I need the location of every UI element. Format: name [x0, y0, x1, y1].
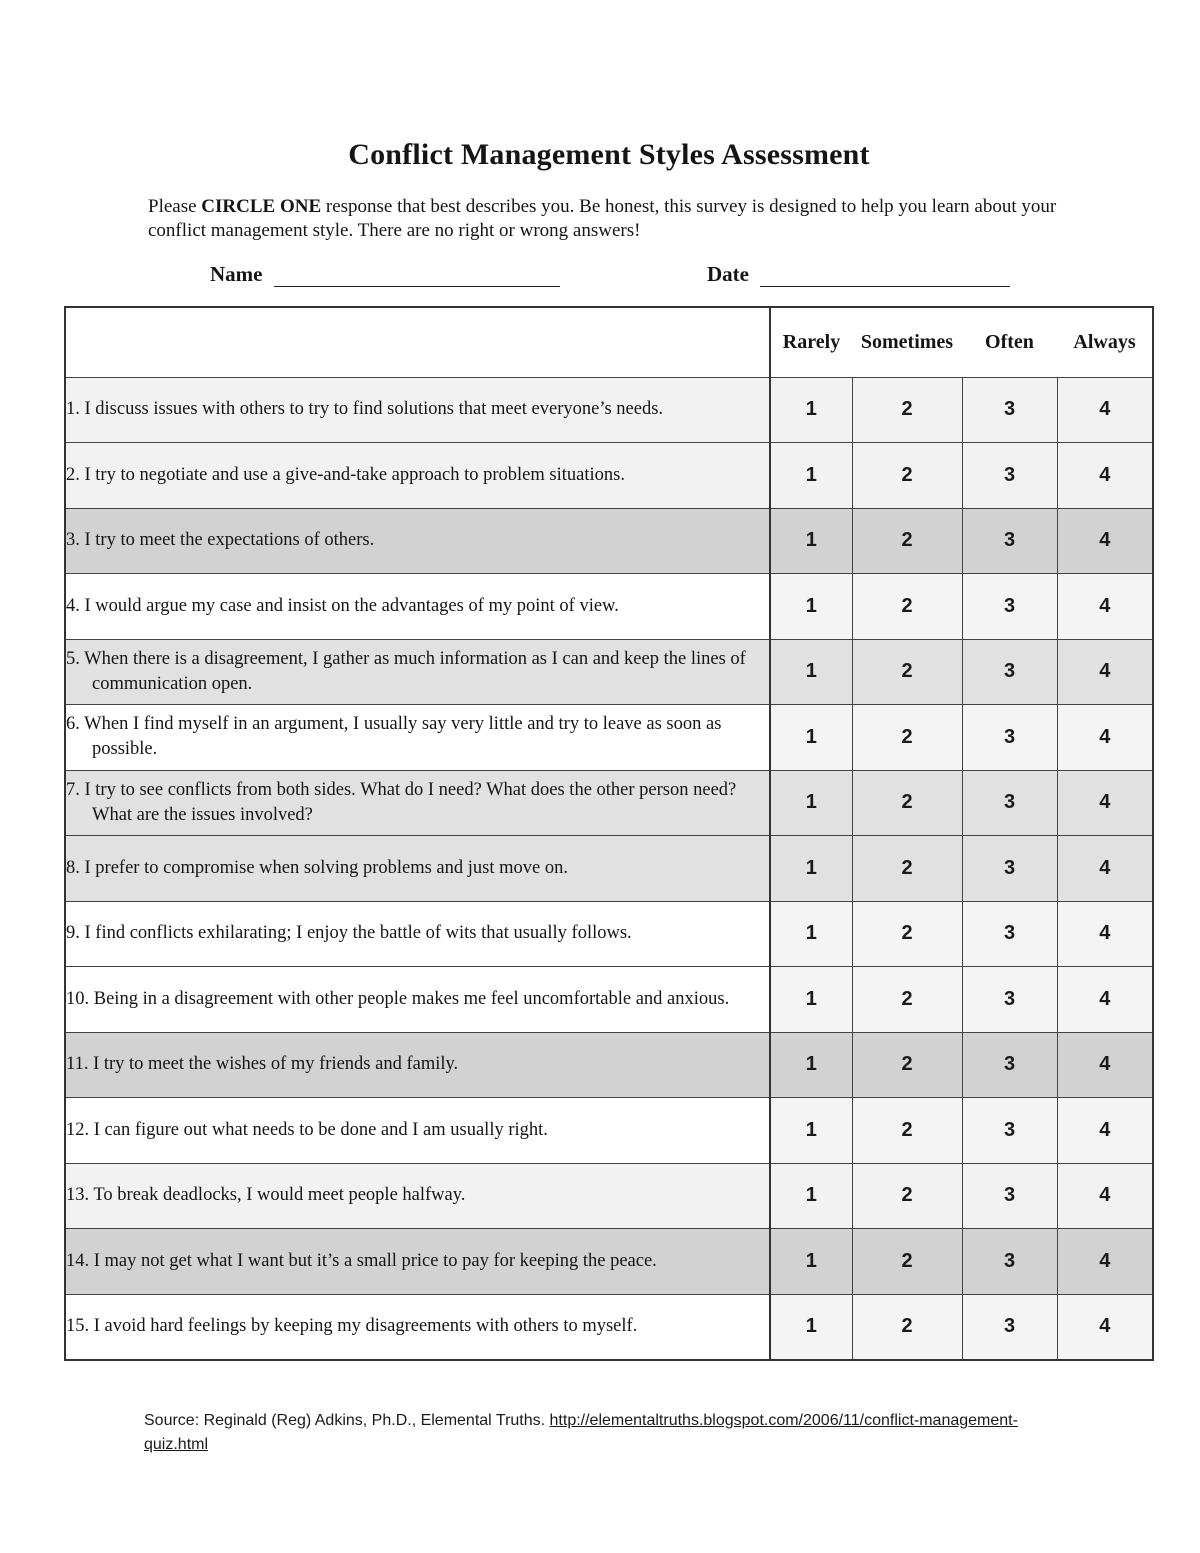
question-text: 1. I discuss issues with others to try to find solutions that meet everyone’s needs.: [66, 399, 664, 420]
response-option-rarely[interactable]: 1: [770, 377, 852, 443]
response-option-sometimes[interactable]: 2: [852, 705, 962, 771]
question-text-cell: [65, 1032, 770, 1098]
response-option-rarely[interactable]: 1: [770, 705, 852, 771]
response-option-sometimes[interactable]: 2: [852, 1032, 962, 1098]
response-option-always[interactable]: 4: [1057, 574, 1153, 640]
source-link[interactable]: http://elementaltruths.blogspot.com/2006/11/conflict-management-quiz.html: [144, 1412, 1018, 1453]
response-option-sometimes[interactable]: 2: [852, 1294, 962, 1360]
response-option-sometimes[interactable]: 2: [852, 443, 962, 509]
response-option-always[interactable]: 4: [1057, 639, 1153, 705]
response-option-often[interactable]: 3: [962, 377, 1057, 443]
question-text-cell: [65, 508, 770, 574]
survey-table: [64, 306, 1154, 1361]
response-option-sometimes[interactable]: 2: [852, 574, 962, 640]
table-row: [65, 836, 1153, 902]
table-row: [65, 574, 1153, 640]
question-text-cell: [65, 1294, 770, 1360]
response-option-sometimes[interactable]: 2: [852, 1098, 962, 1164]
question-text-cell: [65, 1229, 770, 1295]
question-text: 2. I try to negotiate and use a give-and-take approach to problem situations.: [66, 464, 625, 485]
table-row: [65, 508, 1153, 574]
question-text-cell: [65, 967, 770, 1033]
name-label: Name: [210, 262, 263, 286]
question-text-cell: [65, 770, 770, 836]
table-row: [65, 705, 1153, 771]
name-blank-line[interactable]: [274, 286, 560, 287]
question-text-cell: [65, 377, 770, 443]
response-option-always[interactable]: 4: [1057, 967, 1153, 1033]
date-label: Date: [707, 262, 749, 286]
question-text: 14. I may not get what I want but it’s a small price to pay for keeping the peace.: [66, 1250, 657, 1271]
response-option-rarely[interactable]: 1: [770, 1032, 852, 1098]
table-row: [65, 770, 1153, 836]
question-text: 13. To break deadlocks, I would meet people halfway.: [66, 1185, 466, 1206]
response-option-always[interactable]: 4: [1057, 836, 1153, 902]
question-text-cell: [65, 639, 770, 705]
response-option-often[interactable]: 3: [962, 574, 1057, 640]
table-row: [65, 1163, 1153, 1229]
response-option-always[interactable]: 4: [1057, 1032, 1153, 1098]
response-option-sometimes[interactable]: 2: [852, 1229, 962, 1295]
response-option-always[interactable]: 4: [1057, 1163, 1153, 1229]
response-option-always[interactable]: 4: [1057, 377, 1153, 443]
response-option-always[interactable]: 4: [1057, 443, 1153, 509]
question-text: 5. When there is a disagreement, I gather as much information as I can and keep the lines of communication open.: [66, 648, 746, 694]
response-option-always[interactable]: 4: [1057, 508, 1153, 574]
question-text: 8. I prefer to compromise when solving problems and just move on.: [66, 857, 568, 878]
response-option-sometimes[interactable]: 2: [852, 377, 962, 443]
response-option-rarely[interactable]: 1: [770, 443, 852, 509]
response-option-rarely[interactable]: 1: [770, 1098, 852, 1164]
response-option-often[interactable]: 3: [962, 967, 1057, 1033]
response-option-often[interactable]: 3: [962, 1032, 1057, 1098]
response-option-often[interactable]: 3: [962, 1229, 1057, 1295]
table-row: [65, 901, 1153, 967]
response-option-often[interactable]: 3: [962, 1294, 1057, 1360]
response-option-sometimes[interactable]: 2: [852, 770, 962, 836]
column-header-often: Often: [962, 307, 1057, 377]
question-text-cell: [65, 1098, 770, 1164]
response-option-rarely[interactable]: 1: [770, 1229, 852, 1295]
response-option-sometimes[interactable]: 2: [852, 639, 962, 705]
instructions: [148, 195, 1068, 243]
table-row: [65, 1294, 1153, 1360]
question-text-cell: [65, 1163, 770, 1229]
instructions-emphasis: CIRCLE ONE: [201, 196, 322, 217]
response-option-sometimes[interactable]: 2: [852, 836, 962, 902]
question-text: 4. I would argue my case and insist on the advantages of my point of view.: [66, 595, 619, 616]
table-row: [65, 1032, 1153, 1098]
response-option-always[interactable]: 4: [1057, 1229, 1153, 1295]
question-text: 10. Being in a disagreement with other people makes me feel uncomfortable and anxious.: [66, 988, 730, 1009]
table-row: [65, 967, 1153, 1033]
column-header-rarely: Rarely: [770, 307, 852, 377]
page-title: Conflict Management Styles Assessment: [348, 138, 870, 171]
table-row: [65, 639, 1153, 705]
question-text: 6. When I find myself in an argument, I usually say very little and try to leave as soon as possible.: [66, 714, 722, 760]
response-option-sometimes[interactable]: 2: [852, 508, 962, 574]
question-text: 3. I try to meet the expectations of others.: [66, 530, 375, 551]
response-option-often[interactable]: 3: [962, 1163, 1057, 1229]
response-option-rarely[interactable]: 1: [770, 639, 852, 705]
survey-body: [65, 377, 1153, 1360]
source-text: Source: Reginald (Reg) Adkins, Ph.D., Elemental Truths.: [144, 1412, 550, 1429]
response-option-always[interactable]: 4: [1057, 705, 1153, 771]
instructions-intro: Please: [148, 196, 202, 217]
response-option-rarely[interactable]: 1: [770, 770, 852, 836]
response-option-rarely[interactable]: 1: [770, 901, 852, 967]
response-option-often[interactable]: 3: [962, 836, 1057, 902]
date-blank-line[interactable]: [760, 286, 1010, 287]
table-row: [65, 377, 1153, 443]
response-option-always[interactable]: 4: [1057, 901, 1153, 967]
column-header-always: Always: [1057, 307, 1153, 377]
question-text-cell: [65, 836, 770, 902]
response-option-always[interactable]: 4: [1057, 1098, 1153, 1164]
response-option-rarely[interactable]: 1: [770, 1163, 852, 1229]
response-option-always[interactable]: 4: [1057, 1294, 1153, 1360]
table-row: [65, 1098, 1153, 1164]
response-option-often[interactable]: 3: [962, 508, 1057, 574]
table-header-row: [65, 307, 1153, 377]
table-row: [65, 443, 1153, 509]
question-text: 7. I try to see conflicts from both sides. What do I need? What does the other person need? What are the issues involved?: [66, 779, 737, 825]
question-text: 9. I find conflicts exhilarating; I enjoy the battle of wits that usually follows.: [66, 923, 632, 944]
response-option-often[interactable]: 3: [962, 639, 1057, 705]
response-option-often[interactable]: 3: [962, 1098, 1057, 1164]
question-text: 11. I try to meet the wishes of my friends and family.: [66, 1054, 459, 1075]
response-option-often[interactable]: 3: [962, 443, 1057, 509]
response-option-often[interactable]: 3: [962, 901, 1057, 967]
question-text-cell: [65, 443, 770, 509]
question-text-cell: [65, 574, 770, 640]
question-text-cell: [65, 705, 770, 771]
response-option-often[interactable]: 3: [962, 770, 1057, 836]
response-option-rarely[interactable]: 1: [770, 967, 852, 1033]
response-option-rarely[interactable]: 1: [770, 1294, 852, 1360]
response-option-rarely[interactable]: 1: [770, 836, 852, 902]
response-option-always[interactable]: 4: [1057, 770, 1153, 836]
instructions-body: response that best describes you. Be honest, this survey is designed to help you learn about your conflict management style. There are no right or wrong answers!: [148, 196, 1057, 241]
source-citation: [144, 1409, 1054, 1457]
response-option-often[interactable]: 3: [962, 705, 1057, 771]
response-option-rarely[interactable]: 1: [770, 508, 852, 574]
response-option-rarely[interactable]: 1: [770, 574, 852, 640]
question-text: 12. I can figure out what needs to be done and I am usually right.: [66, 1119, 548, 1140]
question-text: 15. I avoid hard feelings by keeping my disagreements with others to myself.: [66, 1316, 638, 1336]
question-column-header: [65, 307, 770, 377]
question-text-cell: [65, 901, 770, 967]
response-option-sometimes[interactable]: 2: [852, 1163, 962, 1229]
response-option-sometimes[interactable]: 2: [852, 967, 962, 1033]
table-row: [65, 1229, 1153, 1295]
response-option-sometimes[interactable]: 2: [852, 901, 962, 967]
column-header-sometimes: Sometimes: [852, 307, 962, 377]
